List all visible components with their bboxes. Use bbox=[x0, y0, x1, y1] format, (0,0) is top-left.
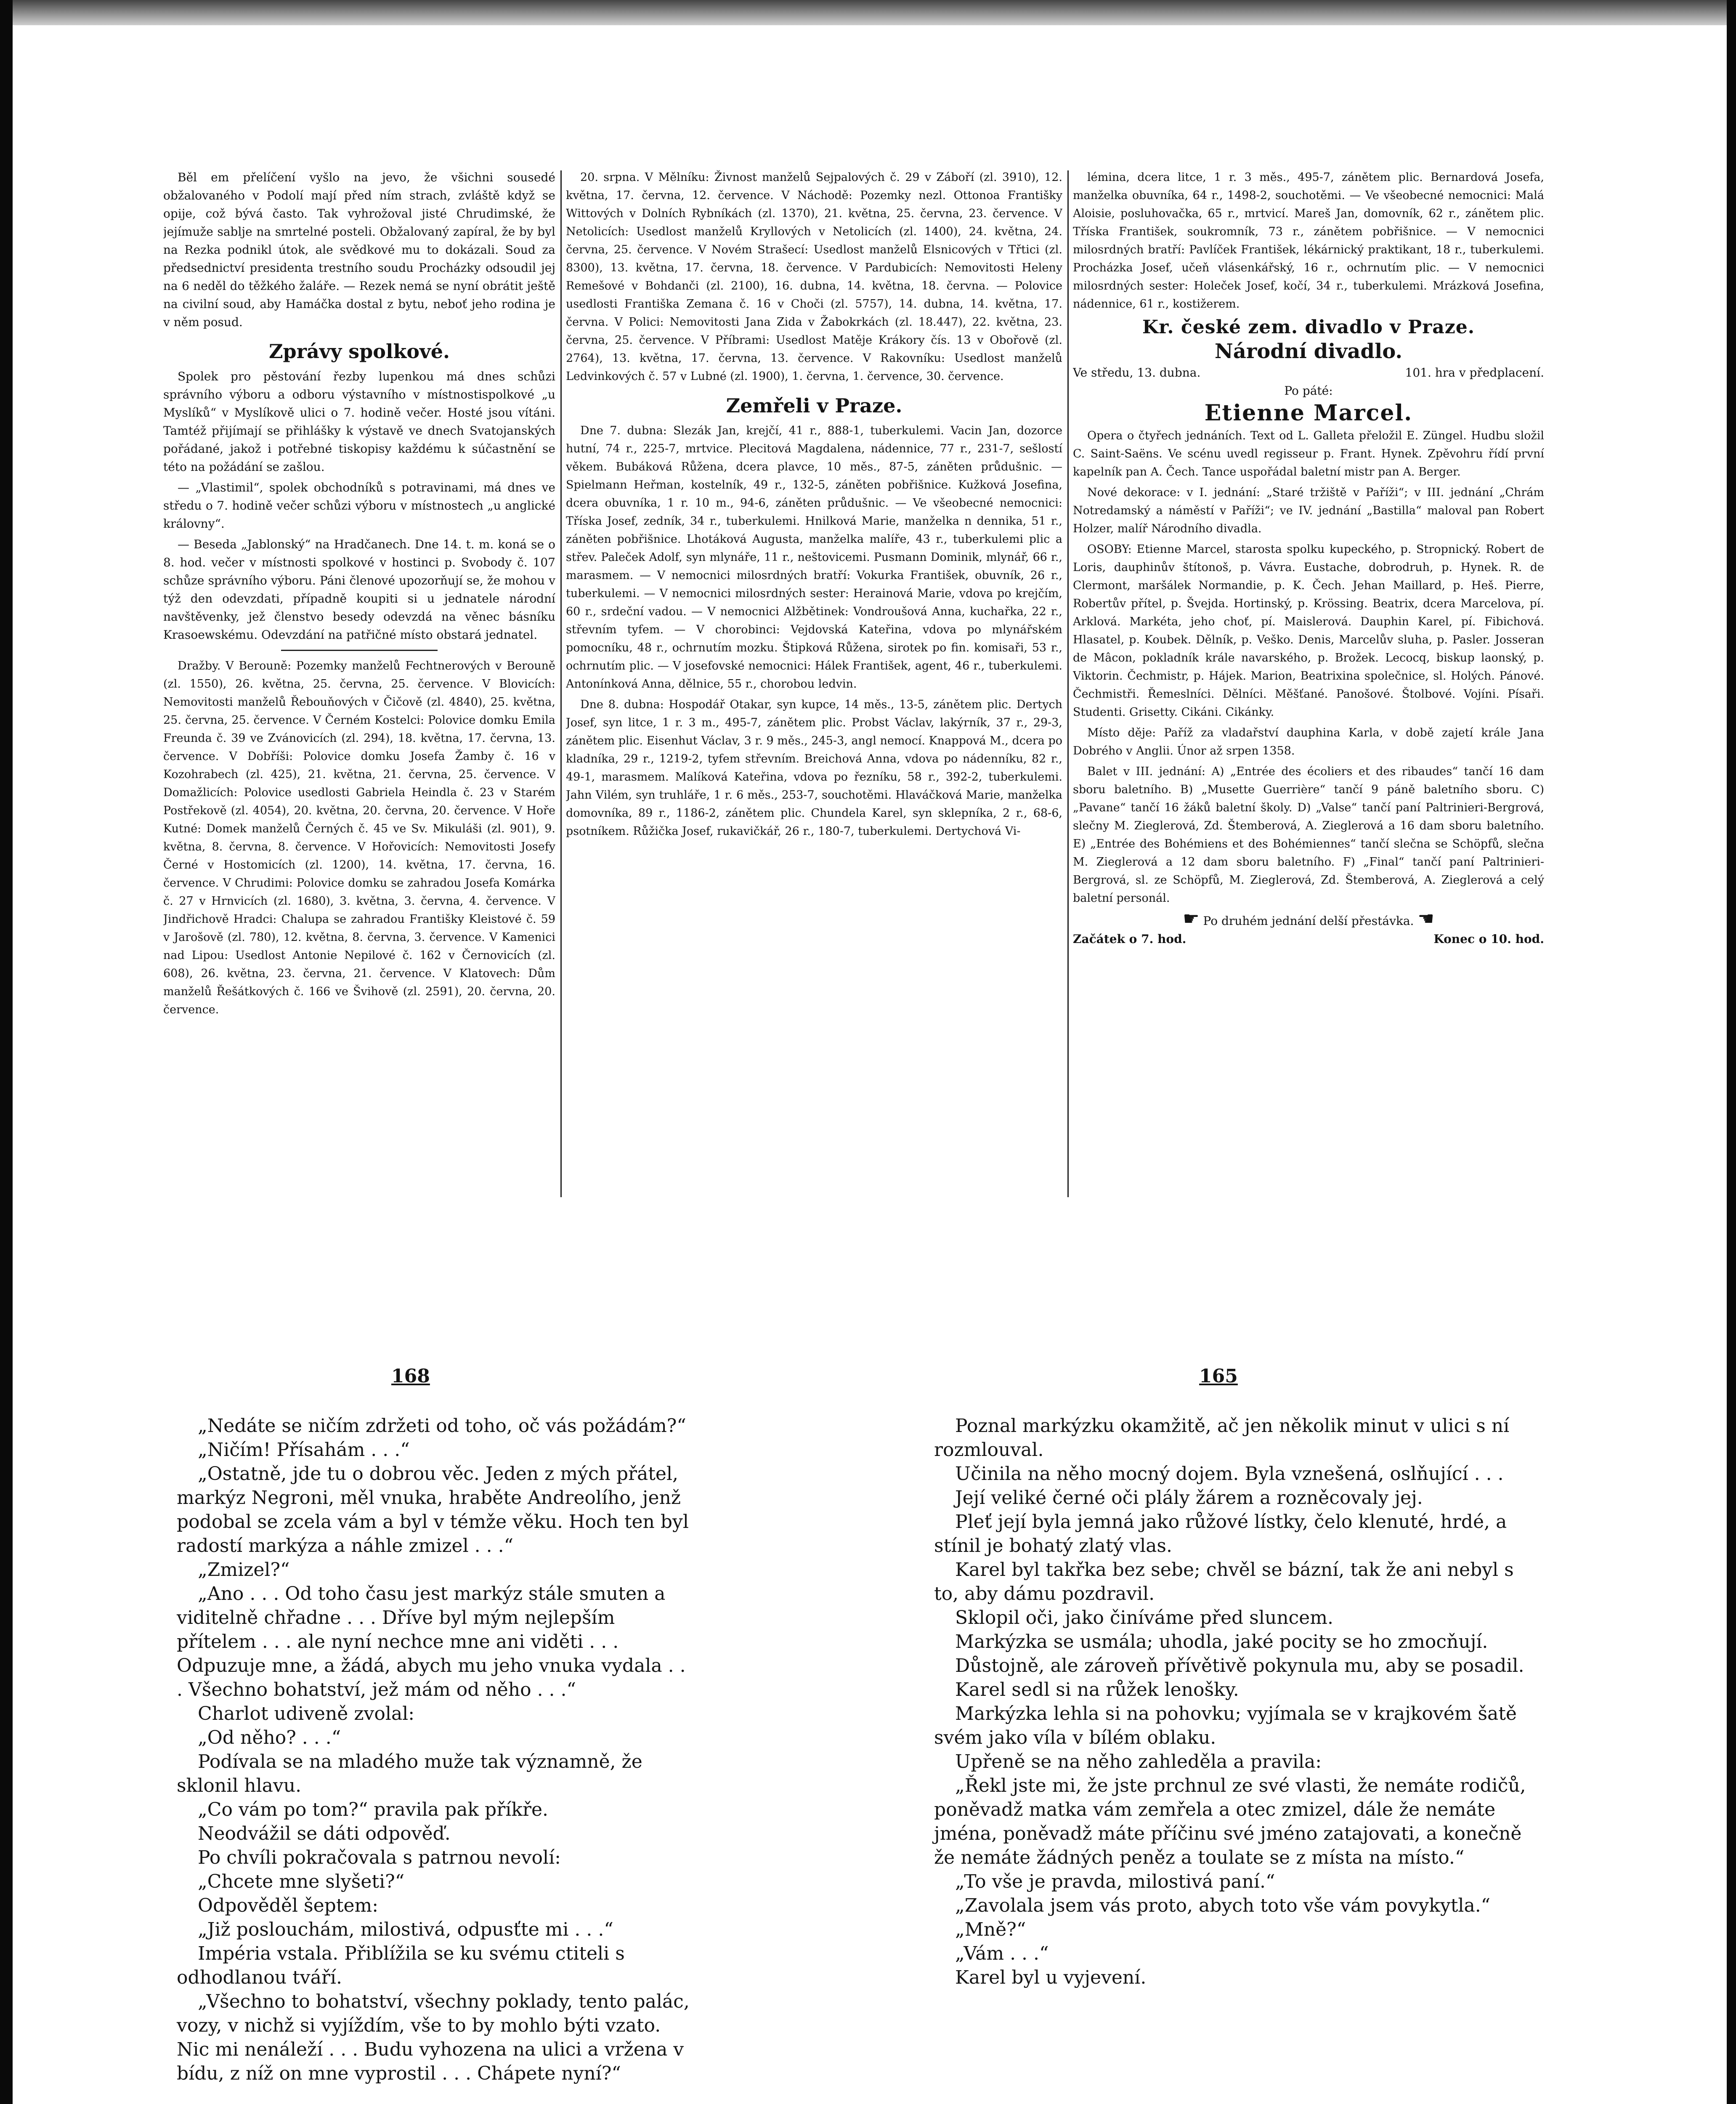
opera-ballet: Balet v III. jednání: A) „Entrée des écoliers et des ribaudes“ tančí 16 dam sboru baletního. B) „Musette Guerrière“ tančí 9 páně baletního sboru. C) „Pavane“ tančí 16 žáků baletní školy. D) „Valse“ tančí paní Paltrinieri-Bergrová, slečny M. Zieglerová, Zd. Štemberová, A. Zieglerová a 16 dam sboru baletního. E) „Entrée des Bohémiens et des Bohémiennes“ tančí slečna se Schöpfů, slečna M. Zieglerová a 12 dam sboru baletního. F) „Final“ tančí paní Paltrinieri-Bergrová, sl. ze Schöpfů, M. Zieglerová, Zd. Štemberová, A. Zieglerová a celý baletní personál. bbox=[1073, 765, 1544, 905]
newspaper-column-3 bbox=[1073, 168, 1544, 948]
opera-setting: Místo děje: Paříž za vladařství dauphina Karla, v době zajetí krále Jana Dobrého v Anglii. Únor až srpen 1358. bbox=[1073, 726, 1544, 757]
auctions-continued-paragraph: 20. srpna. V Mělníku: Živnost manželů Sejpalových č. 29 v Záboří (zl. 3910), 12. května, 17. června, 12. července. V Náchodě: Pozemky nezl. Ottonoa Františky Wittových v Dolních Rybníkách (zl. 1370), 21. května, 25. června, 23. července. V Netolicích: Usedlost manželů Kryllových v Netolicích (zl. 1400), 24. května, 24. června, 25. července. V Novém Strašecí: Usedlost manželů Elsnicových v Třtici (zl. 8300), 13. května, 17. června, 18. července. V Pardubicích: Nemovitosti Heleny Remešové v Bohdanči (zl. 2100), 16. dubna, 14. května, 18. června. — Polovice usedlosti Františka Zemana č. 16 v Choči (zl. 5757), 14. dubna, 14. května, 17. června. V Polici: Nemovitosti Jana Zida v Žabokrkách (zl. 18.447), 22. května, 23. června, 25. července. V Příbrami: Usedlost Matěje Krákory čís. 13 v Obořově (zl. 2764), 13. května, 17. června, 13. července. V Rakovníku: Usedlost manželů Ledvinkových č. 57 v Lubné (zl. 1900), 1. června, 1. července, 30. července. bbox=[566, 171, 1062, 383]
page-number-left: 168 bbox=[391, 1365, 430, 1387]
deaths-paragraph: Dne 8. dubna: Hospodář Otakar, syn kupce, 14 měs., 13-5, zánětem plic. Dertych Josef, syn litce, 1 r. 3 m., 495-7, zánětem plic. Probst Václav, lakýrník, 37 r., 29-3, zánětem plic. Eisenhut Václav, 3 r. 9 měs., 245-3, angl nemocí. Knappová M., dcera po kladníka, 29 r., 1219-2, tyfem střevním. Breichová Anna, vdova po nádenníku, 82 r., 49-1, marasmem. Malíková Kateřina, vdova po řezníku, 58 r., 392-2, tuberkulemi. Jahn Vilém, syn truhláře, 1 r. 6 měs., 253-7, souchotěmi. Hlaváčková Marie, manželka domovníka, 89 r., 1186-2, zánětem plic. Chundela Karel, syn sklepníka, 2 r., 68-6, psotníkem. Růžička Josef, rukavičkář, 26 r., 180-7, tuberkulemi. Dertychová Vi- bbox=[566, 698, 1062, 838]
column-rule bbox=[1067, 170, 1069, 1197]
section-heading-deaths: Zemřeli v Praze. bbox=[726, 394, 903, 417]
performance-date-row bbox=[1073, 364, 1544, 382]
pointing-hand-icon: ☚ bbox=[1417, 908, 1434, 930]
divider bbox=[281, 650, 438, 651]
newspaper-column-1 bbox=[163, 168, 555, 1021]
performance-date: Ve středu, 13. dubna. bbox=[1073, 366, 1201, 380]
performance-number: 101. hra v předplacení. bbox=[1405, 366, 1544, 380]
theatre-subheading: Národní divadlo. bbox=[1214, 340, 1403, 363]
section-heading-club-news: Zprávy spolkové. bbox=[268, 340, 450, 363]
start-end-row bbox=[1073, 930, 1544, 948]
club-news-paragraph: — Beseda „Jablonský“ na Hradčanech. Dne 14. t. m. koná se o 8. hod. večer v místnosti spolkové v hostinci p. Svobody č. 107 schůze správního výboru. Páni členové upozorňují se, že mohou v týž den odevzdati, případně koupiti si u jednatele národní navštěvenky, jež členstvo besedy odevzdá na věnec básníku Krasoewskému. Odevzdání na patřičné místo obstará jednatel. bbox=[163, 537, 555, 642]
pointing-hand-icon: ☛ bbox=[1183, 908, 1200, 930]
intermission-note: ☛ Po druhém jednání delší přestávka. ☚ bbox=[1183, 908, 1434, 930]
opera-cast: OSOBY: Etienne Marcel, starosta spolku kupeckého, p. Stropnický. Robert de Loris, dauphinův štítonoš, p. Vávra. Eustache, dobrodruh, p. Hynek. R. de Clermont, maršálek Normandie, p. K. Čech. Jehan Maillard, p. Heš. Pierre, Robertův přítel, p. Švejda. Hortinský, p. Krössing. Beatrix, dcera Marcelova, pí. Arklová. Markéta, jeho choť, pí. Maislerová. Dauphin Karel, pí. Fibichová. Hlasatel, p. Koubek. Dělník, p. Veško. Denis, Marcelův sluha, p. Pasler. Josseran de Mâcon, pokladník krále navarského, p. Brožek. Lecocq, biskup laonský, p. Viktorin. Čechmistr, p. Hájek. Marion, Beatrixina společnice, sl. Holých. Pánové. Čechmistři. Řemeslníci. Dělníci. Měšťané. Panošové. Štolbové. Vojíni. Písaři. Studenti. Grisetty. Cikáni. Cikánky. bbox=[1073, 543, 1544, 719]
performance-count: Po páté: bbox=[1284, 384, 1333, 398]
deaths-continued-paragraph: lémina, dcera litce, 1 r. 3 měs., 495-7, zánětem plic. Bernardová Josefa, manželka obuvníka, 64 r., 1498-2, souchotěmi. — Ve všeobecné nemocnici: Malá Aloisie, posluhovačka, 65 r., mrtvicí. Mareš Jan, domovník, 62 r., zánětem plic. Tříska František, soukromník, 73 r., zánětem pobřišnice. — V nemocnici milosrdných bratří: Pavlíček František, lékárnický praktikant, 18 r., tuberkulemi. Procházka Josef, učeň vlásenkářský, 16 r., ochrnutím plic. — V nemocnici milosrdných sester: Holeček Josef, kočí, 34 r., tuberkulemi. Mrázková Josefina, nádennice, 61 r., kostižerem. bbox=[1073, 171, 1544, 311]
court-report-paragraph: Běl em přelíčení vyšlo na jevo, že všichni sousedé obžalovaného v Podolí mají před ním strach, zvláště když se opije, což bývá často. Tak vyhrožoval jisté Chrudimské, že jejímuže sablje na smrtelné posteli. Obžalovaný zapíral, že by byl na Rezka podnikl útok, ale svědkové mu to dokázali. Soud za předsednictví presidenta trestního soudu Procházky odsoudil jej na 6 neděl do těžkého žaláře. — Rezek nemá se nyní obrátit ještě na civilní soud, aby Hamáčka dostal z bytu, neboť jeho rodina je v něm posud. bbox=[163, 170, 555, 329]
opera-title: Etienne Marcel. bbox=[1204, 400, 1413, 426]
theatre-heading: Kr. české zem. divadlo v Praze. bbox=[1142, 316, 1475, 338]
opera-credits: Opera o čtyřech jednáních. Text od L. Galleta přeložil E. Züngel. Hudbu složil C. Saint-Saëns. Ve scénu uvedl regisseur p. Frant. Hynek. Zpěvohru řídí první kapelník pan A. Čech. Tance uspořádal baletní mistr pan A. Berger. bbox=[1073, 429, 1544, 478]
opera-decorations: Nové dekorace: v I. jednání: „Staré tržiště v Paříži“; v III. jednání „Chrám Notredamský a náměstí v Paříži“; ve IV. jednání „Bastilla“ maloval pan Robert Holzer, malíř Národního divadla. bbox=[1073, 486, 1544, 535]
column-rule bbox=[560, 170, 562, 1197]
newspaper-column-2 bbox=[566, 168, 1062, 843]
novel-page-left: „Nedáte se ničím zdržeti od toho, oč vás požádám?“ „Ničím! Přísahám . . .“ „Ostatně, jde tu o dobrou věc. Jeden z mých přátel, markýz Negroni, měl vnuka, hraběte Andreolího, jenž podobal se zcela vám a byl v témže věku. Hoch ten byl radostí markýza a náhle zmizel . . .“ „Zmizel?“ „Ano . . . Od toho času jest markýz stále smuten a viditelně chřadne . . . Dříve byl mým nejlepším přítelem . . . ale nyní nechce mne ani viděti . . . Odpuzuje mne, a žádá, abych mu jeho vnuka vydala . . . Všechno bohatství, jež mám od něho . . .“ Charlot udiveně zvolal: „Od něho? . . .“ Podívala se na mladého muže tak významně, že sklonil hlavu. „Co vám po tom?“ pravila pak příkře. Neodvážil se dáti odpověď. Po chvíli pokračovala s patrnou nevolí: „Chcete mne slyšeti?“ Odpověděl šeptem: „Již poslouchám, milostivá, odpusťte mi . . .“ Impéria vstala. Přiblížila se ku svému ctiteli s odhodlanou tváří. „Všechno to bohatství, všechny poklady, tento palác, vozy, v nichž si vyjíždím, vše to by mohlo býti vzato. Nic mi nenáleží . . . Budu vyhozena na ulici a vržena v bídu, z níž on mne vyprostil . . . Chápete nyní?“ bbox=[177, 1415, 690, 2084]
end-time: Konec o 10. hod. bbox=[1433, 932, 1544, 946]
club-news-paragraph: — „Vlastimil“, spolek obchodníků s potravinami, má dnes ve středu o 7. hodině večer schůzi výboru v místnostech „u anglické královny“. bbox=[163, 481, 555, 531]
deaths-paragraph: Dne 7. dubna: Slezák Jan, krejčí, 41 r., 888-1, tuberkulemi. Vacin Jan, dozorce hutní, 74 r., 225-7, mrtvice. Plecitová Magdalena, nádennice, 77 r., 231-7, sešlostí věkem. Bubáková Růžena, dcera plavce, 10 měs., 87-5, záněten průdušnic. — Spielmann Heřman, kostelník, 49 r., 132-5, záněten pobřišnice. Kužková Josefina, dcera obuvníka, 1 r. 10 m., 94-6, záněten průdušnic. — Ve všeobecné nemocnici: Tříska Josef, zedník, 34 r., tuberkulemi. Hnilková Marie, manželka n dennika, 51 r., záněten pobřišnice. Lhotáková Augusta, manželka malíře, 43 r., tuberkulemi plic a střev. Paleček Adolf, syn mlynáře, 11 r., neštovicemi. Pusmann Dominik, mlynář, 66 r., marasmem. — V nemocnici milosrdných bratří: Vokurka František, obuvník, 26 r., tuberkulemi. — V nemocnici milosrdných sester: Herainová Marie, vdova po krejčím, 60 r., srdeční vadou. — V nemocnici Alžbětinek: Vondroušová Anna, kuchařka, 22 r., střevním tyfem. — V chorobinci: Vejdovská Kateřina, vdova po mlynářském pomocníku, 48 r., ochrnutím mozku. Štipková Růžena, sirotek po fin. komisaři, 53 r., ochrnutím plic. — V josefovské nemocnici: Hálek František, agent, 46 r., tuberkulemi. Antonínková Anna, dělnice, 55 r., chorobou ledvin. bbox=[566, 424, 1062, 691]
start-time: Začátek o 7. hod. bbox=[1073, 932, 1187, 946]
auctions-paragraph: Dražby. V Berouně: Pozemky manželů Fechtnerových v Berouně (zl. 1550), 26. května, 25. června, 25. července. V Blovicích: Nemovitosti manželů Řebouňových v Čičově (zl. 4840), 25. května, 25. června, 25. července. V Černém Kostelci: Polovice domku Emila Freunda č. 39 ve Zvánovicích (zl. 294), 18. května, 17. června, 13. července. V Dobříši: Polovice domku Josefa Žamby č. 16 v Kozohrabech (zl. 425), 21. května, 21. června, 25. července. V Domažlicích: Polovice usedlosti Gabriela Heindla č. 23 v Starém Postřekově (zl. 4054), 20. května, 20. června, 20. července. V Hoře Kutné: Domek manželů Černých č. 45 ve Sv. Mikuláši (zl. 901), 9. května, 8. června, 8. července. V Hořovicích: Nemovitosti Josefy Černé v Hostomicích (zl. 1200), 14. května, 17. června, 16. července. V Chrudimi: Polovice domku se zahradou Josefa Komárka č. 27 v Hrnvicích (zl. 1680), 3. května, 3. června, 4. července. V Jindřichově Hradci: Chalupa se zahradou Františky Kleistové č. 59 v Jarošově (zl. 780), 12. května, 8. června, 3. července. V Kamenici nad Lipou: Usedlost Antonie Nepilové č. 162 v Černovicích (zl. 608), 26. května, 23. června, 21. července. V Klatovech: Dům manželů Řešátkových č. 166 ve Švihově (zl. 2591), 20. června, 20. července. bbox=[163, 659, 555, 1016]
club-news-paragraph: Spolek pro pěstování řezby lupenkou má dnes schůzi správního výboru a odboru výstavního v místnostispolkové „u Myslíků“ v Myslíkově ulici o 7. hodině večer. Hosté jsou vítáni. Tamtéž přijímají se přihlášky k výstavě ve dnech Svatojanských pořádané, jakož i potřebné tiskopisy každému k súčastnění se této na požádání se zašlou. bbox=[163, 369, 555, 474]
novel-page-right: Poznal markýzku okamžitě, ač jen několik minut v ulici s ní rozmlouval. Učinila na něho mocný dojem. Byla vznešená, oslňující . . . Její veliké černé oči plály žárem a rozněcovaly jej. Pleť její byla jemná jako růžové lístky, čelo klenuté, hrdé, a stínil je bohatý zlatý vlas. Karel byl takřka bez sebe; chvěl se bázní, tak že ani nebyl s to, aby dámu pozdravil. Sklopil oči, jako činíváme před sluncem. Markýzka se usmála; uhodla, jaké pocity se ho zmocňují. Důstojně, ale zároveň přívětivě pokynula mu, aby se posadil. Karel sedl si na růžek lenošky. Markýzka lehla si na pohovku; vyjímala se v krajkovém šatě svém jako víla v bílém oblaku. Upřeně se na něho zahleděla a pravila: „Řekl jste mi, že jste prchnul ze své vlasti, že nemáte rodičů, poněvadž matka vám zemřela a otec zmizel, dále že nemáte jména, poněvadž máte příčinu své jméno zatajovati, a konečně že nemáte žádných peněz a toulate se z místa na místo.“ „To vše je pravda, milostivá paní.“ „Zavolala jsem vás proto, abych toto vše vám povykytla.“ „Mně?“ „Vám . . .“ Karel byl u vyjevení. bbox=[934, 1415, 1526, 1988]
page-number-right: 165 bbox=[1199, 1365, 1238, 1387]
